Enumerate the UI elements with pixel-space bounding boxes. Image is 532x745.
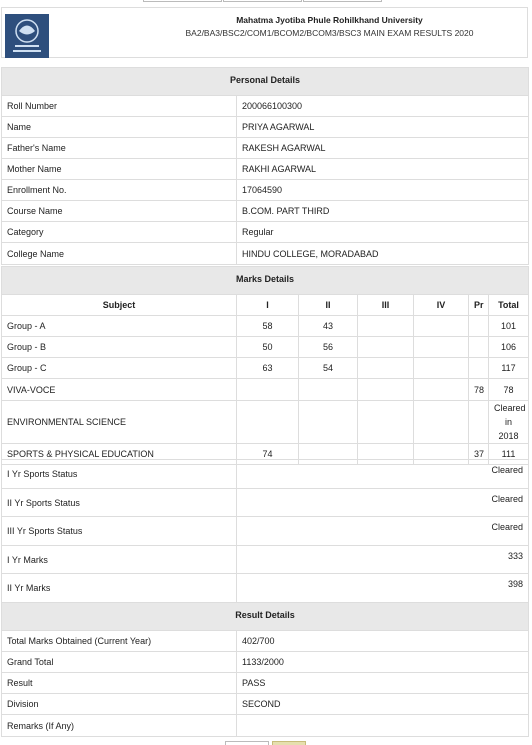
college-label: College Name	[2, 243, 237, 265]
mother-name-value: RAKHI AGARWAL	[237, 159, 529, 180]
result-label: Result	[2, 673, 237, 694]
enrollment-value: 17064590	[237, 180, 529, 201]
remarks-label: Remarks (If Any)	[2, 715, 237, 737]
result-details-heading: Result Details	[2, 603, 529, 631]
course-value: B.COM. PART THIRD	[237, 201, 529, 222]
subject-cell: Group - A	[2, 316, 237, 337]
mark-ii	[299, 401, 358, 444]
top-tab[interactable]	[223, 0, 302, 2]
col-total: Total	[489, 295, 529, 316]
result-value: PASS	[237, 673, 529, 694]
exam-title: BA2/BA3/BSC2/COM1/BCOM2/BCOM3/BSC3 MAIN EXAM RESULTS 2020	[185, 28, 474, 38]
year-2-marks-value: 398	[237, 574, 529, 603]
top-tab[interactable]	[143, 0, 222, 2]
col-iv: IV	[414, 295, 469, 316]
grand-total-value: 1133/2000	[237, 652, 529, 673]
year-1-marks-label: I Yr Marks	[2, 546, 237, 574]
mark-i	[237, 401, 299, 444]
mark-total: 106	[489, 337, 529, 358]
roll-number-value: 200066100300	[237, 96, 529, 117]
mark-i: 58	[237, 316, 299, 337]
sports-status-3-label: III Yr Sports Status	[2, 517, 237, 546]
subject-cell: VIVA-VOCE	[2, 379, 237, 401]
marks-details-table	[1, 266, 529, 465]
university-name: Mahatma Jyotiba Phule Rohilkhand University	[236, 15, 423, 25]
sports-status-2-label: II Yr Sports Status	[2, 489, 237, 517]
mark-pr: 78	[469, 379, 489, 401]
total-marks-value: 402/700	[237, 631, 529, 652]
university-seal-icon	[5, 14, 49, 58]
mark-i: 74	[237, 444, 299, 465]
mother-name-label: Mother Name	[2, 159, 237, 180]
mark-pr	[469, 401, 489, 444]
personal-details-table	[1, 67, 529, 265]
grand-total-label: Grand Total	[2, 652, 237, 673]
name-value: PRIYA AGARWAL	[237, 117, 529, 138]
mark-iv	[414, 337, 469, 358]
subject-cell: SPORTS & PHYSICAL EDUCATION	[2, 444, 237, 465]
mark-i: 50	[237, 337, 299, 358]
course-label: Course Name	[2, 201, 237, 222]
col-ii: II	[299, 295, 358, 316]
result-details-table	[1, 602, 529, 737]
total-marks-label: Total Marks Obtained (Current Year)	[2, 631, 237, 652]
marks-row	[2, 379, 529, 401]
marks-row	[2, 401, 529, 444]
col-iii: III	[358, 295, 414, 316]
division-value: SECOND	[237, 694, 529, 715]
mark-ii: 54	[299, 358, 358, 379]
col-pr: Pr	[469, 295, 489, 316]
mark-iii	[358, 337, 414, 358]
marks-row	[2, 337, 529, 358]
marks-details-heading: Marks Details	[2, 267, 529, 295]
mark-iii	[358, 358, 414, 379]
subject-cell: ENVIRONMENTAL SCIENCE	[2, 401, 237, 444]
mark-total: 117	[489, 358, 529, 379]
mark-i	[237, 379, 299, 401]
col-subject: Subject	[2, 295, 237, 316]
year-1-marks-value: 333	[237, 546, 529, 574]
mark-iii	[358, 316, 414, 337]
mark-ii	[299, 379, 358, 401]
sports-status-3-value: Cleared	[237, 517, 529, 546]
sports-status-1-value: Cleared	[237, 460, 529, 489]
mark-iii	[358, 379, 414, 401]
mark-pr	[469, 337, 489, 358]
enrollment-label: Enrollment No.	[2, 180, 237, 201]
remarks-value	[237, 715, 529, 737]
mark-ii: 43	[299, 316, 358, 337]
print-button[interactable]	[225, 741, 269, 745]
mark-total: Cleared in 2018	[489, 401, 529, 444]
sports-status-1-label: I Yr Sports Status	[2, 460, 237, 489]
mark-i: 63	[237, 358, 299, 379]
mark-ii: 56	[299, 337, 358, 358]
college-value: HINDU COLLEGE, MORADABAD	[237, 243, 529, 265]
name-label: Name	[2, 117, 237, 138]
mark-pr: 37	[469, 444, 489, 465]
marks-row	[2, 316, 529, 337]
roll-number-label: Roll Number	[2, 96, 237, 117]
marks-row	[2, 358, 529, 379]
subject-cell: Group - C	[2, 358, 237, 379]
mark-iii	[358, 401, 414, 444]
father-name-value: RAKESH AGARWAL	[237, 138, 529, 159]
mark-total: 101	[489, 316, 529, 337]
year-status-table	[1, 459, 529, 603]
mark-pr	[469, 316, 489, 337]
mark-iv	[414, 316, 469, 337]
mark-iv	[414, 401, 469, 444]
result-header	[1, 7, 528, 58]
top-tab[interactable]	[303, 0, 382, 2]
division-label: Division	[2, 694, 237, 715]
mark-iv	[414, 379, 469, 401]
category-label: Category	[2, 222, 237, 243]
category-value: Regular	[237, 222, 529, 243]
mark-pr	[469, 358, 489, 379]
close-button[interactable]	[272, 741, 306, 745]
top-tab-strip	[143, 0, 383, 2]
father-name-label: Father's Name	[2, 138, 237, 159]
personal-details-heading: Personal Details	[2, 68, 529, 96]
col-i: I	[237, 295, 299, 316]
subject-cell: Group - B	[2, 337, 237, 358]
mark-total: 111	[489, 444, 529, 465]
year-2-marks-label: II Yr Marks	[2, 574, 237, 603]
mark-iv	[414, 358, 469, 379]
sports-status-2-value: Cleared	[237, 489, 529, 517]
mark-total: 78	[489, 379, 529, 401]
